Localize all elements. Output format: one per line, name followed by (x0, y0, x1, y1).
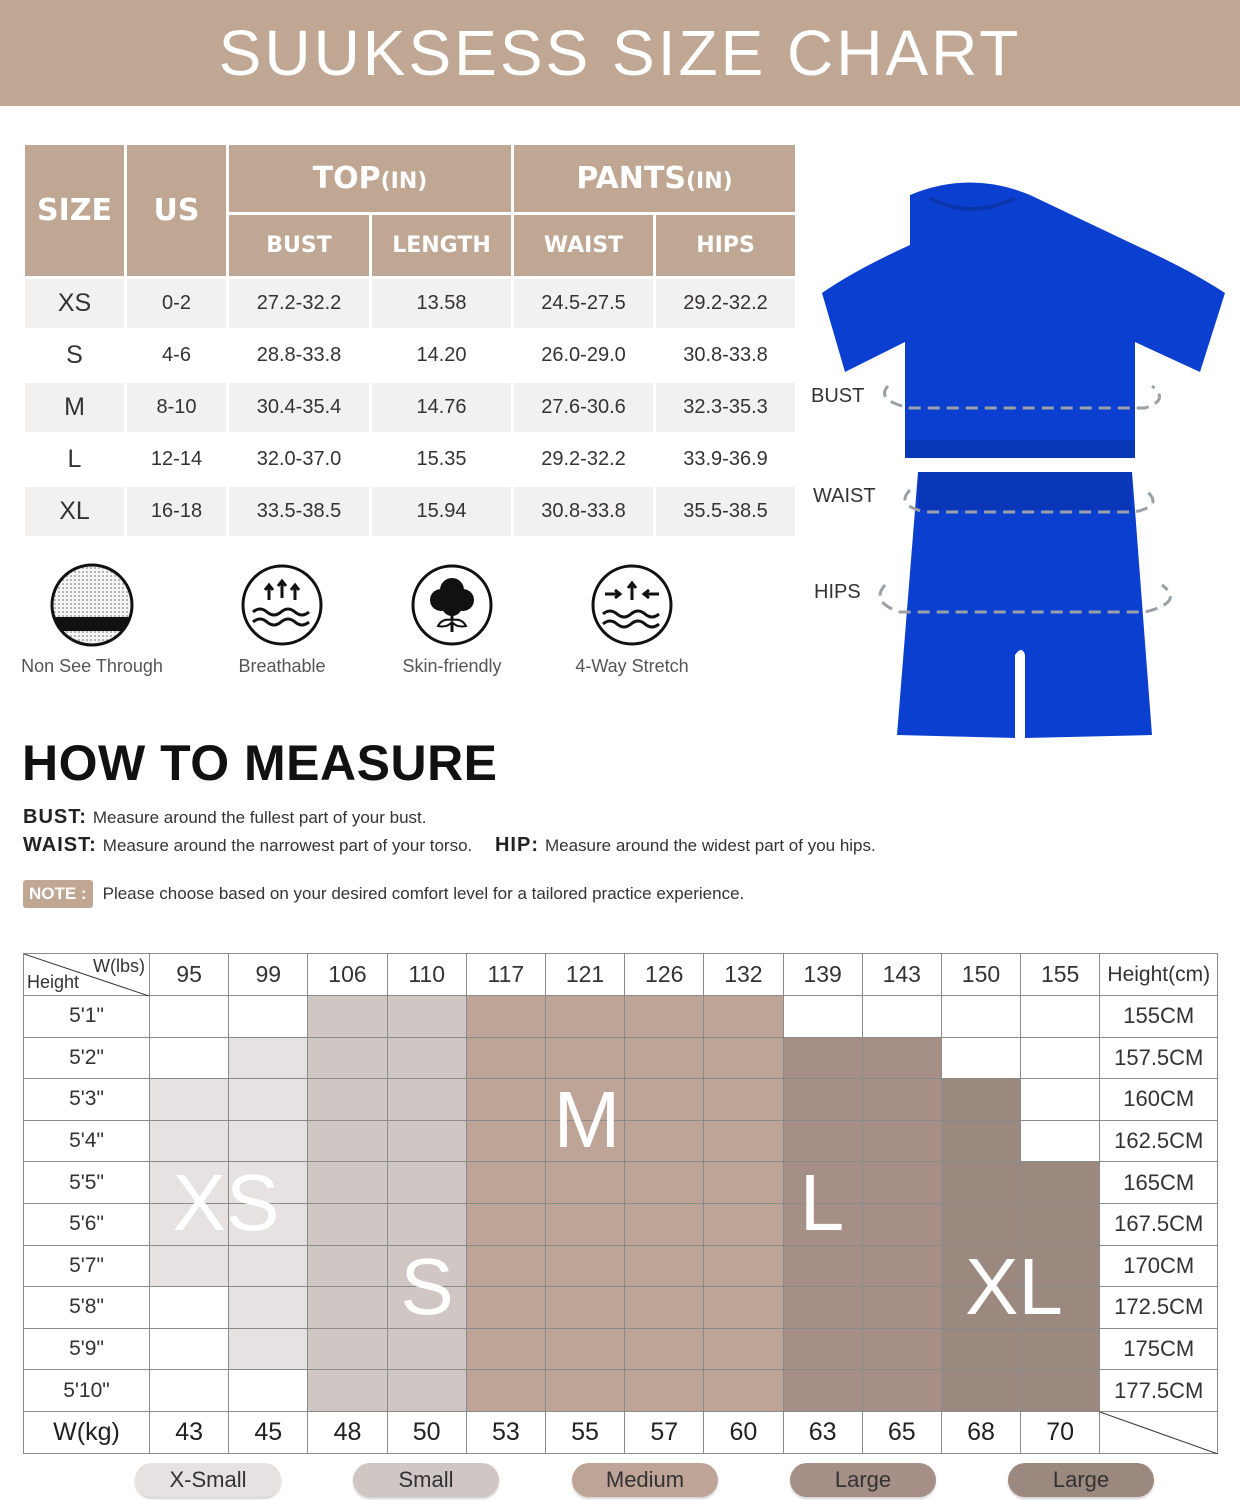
size-zone-cell (704, 1203, 783, 1245)
size-zone-cell (704, 1245, 783, 1287)
size-cell-waist: 26.0-29.0 (513, 330, 655, 382)
size-zone-cell (1021, 1162, 1100, 1204)
size-zone-cell (466, 1328, 545, 1370)
page-title: SUUKSESS SIZE CHART (218, 17, 1022, 89)
size-zone-cell (704, 1079, 783, 1121)
size-cell-waist: 29.2-32.2 (513, 434, 655, 486)
size-row (24, 434, 797, 486)
size-zone-cell (625, 1245, 704, 1287)
size-zone-cell (229, 1203, 308, 1245)
height-row (24, 1079, 1218, 1121)
note-badge: NOTE : (23, 880, 93, 908)
waist-header: WAIST (513, 214, 655, 278)
size-zone-cell (783, 1037, 862, 1079)
waist-key: WAIST: (23, 834, 97, 856)
size-zone-cell (150, 1370, 229, 1412)
weight-kg-cell: 57 (625, 1411, 704, 1453)
size-zone-cell (862, 1328, 941, 1370)
legend-item: X-Small (135, 1463, 281, 1497)
size-zone-cell (783, 1203, 862, 1245)
size-zone-cell (704, 1287, 783, 1329)
size-cell-length: 14.20 (371, 330, 513, 382)
size-cell-bust: 32.0-37.0 (228, 434, 371, 486)
size-cell-size: XL (24, 486, 126, 538)
top-header-unit: (IN) (380, 169, 428, 194)
size-zone-cell (783, 1120, 862, 1162)
size-zone-cell (229, 1328, 308, 1370)
feature-skin-friendly (372, 562, 532, 677)
size-zone-cell (387, 1037, 466, 1079)
size-zone-cell (387, 1370, 466, 1412)
weight-lbs-header: 106 (308, 954, 387, 996)
height-cm-cell: 170CM (1100, 1245, 1218, 1287)
size-zone-cell (229, 1120, 308, 1162)
weight-lbs-header: 95 (150, 954, 229, 996)
size-zone-cell (862, 1203, 941, 1245)
size-zone-cell (466, 1037, 545, 1079)
pants-header-unit: (IN) (685, 169, 733, 194)
weight-kg-label: W(kg) (24, 1411, 150, 1453)
zone-label-xl: XL (965, 1242, 1063, 1331)
size-cell-waist: 24.5-27.5 (513, 278, 655, 330)
size-zone-cell (150, 1037, 229, 1079)
size-zone-cell (150, 996, 229, 1038)
cotton-icon (409, 562, 495, 648)
size-cell-us: 12-14 (126, 434, 228, 486)
size-zone-cell (308, 1328, 387, 1370)
garment-illustration (800, 160, 1240, 750)
size-zone-cell (625, 1120, 704, 1162)
size-zone-cell (229, 1079, 308, 1121)
size-cell-waist: 30.8-33.8 (513, 486, 655, 538)
feature-breathable (202, 562, 362, 677)
size-zone-cell (387, 1287, 466, 1329)
size-cell-us: 8-10 (126, 382, 228, 434)
height-ft-cell: 5'9" (24, 1328, 150, 1370)
zone-label-xs: XS (172, 1158, 280, 1247)
weight-kg-cell: 43 (150, 1411, 229, 1453)
weight-lbs-header: 99 (229, 954, 308, 996)
size-zone-cell (466, 1120, 545, 1162)
top-header-label: TOP (312, 161, 381, 196)
height-ft-cell: 5'6" (24, 1203, 150, 1245)
size-zone-cell (704, 1120, 783, 1162)
feature-non-see-through (12, 562, 172, 677)
size-zone-cell (545, 1370, 624, 1412)
size-zone-cell (783, 996, 862, 1038)
weight-kg-row (24, 1411, 1218, 1453)
legend-item: Large (1008, 1463, 1154, 1497)
weight-kg-cell: 70 (1021, 1411, 1100, 1453)
crop-top-shape (822, 183, 1225, 459)
size-cell-size: M (24, 382, 126, 434)
size-table (22, 142, 798, 539)
size-cell-waist: 27.6-30.6 (513, 382, 655, 434)
size-cell-size: L (24, 434, 126, 486)
height-row (24, 1162, 1218, 1204)
size-zone-cell (229, 1287, 308, 1329)
height-weight-chart (23, 953, 1218, 1454)
airflow-arrows-icon (239, 562, 325, 648)
size-cell-hips: 32.3-35.3 (655, 382, 797, 434)
size-row (24, 382, 797, 434)
size-zone-cell (466, 1203, 545, 1245)
zone-label-m: M (553, 1075, 621, 1164)
height-label: Height (27, 972, 80, 992)
weight-kg-cell: 50 (387, 1411, 466, 1453)
corner-cell (24, 954, 150, 996)
size-zone-cell (862, 1162, 941, 1204)
size-zone-cell (466, 996, 545, 1038)
size-zone-cell (783, 1328, 862, 1370)
garment-drawing (800, 160, 1240, 750)
top-header (228, 144, 513, 214)
size-cell-hips: 33.9-36.9 (655, 434, 797, 486)
height-row (24, 1203, 1218, 1245)
size-zone-cell (704, 1328, 783, 1370)
size-zone-cell (545, 1079, 624, 1121)
pants-header (513, 144, 797, 214)
size-zone-cell (545, 1162, 624, 1204)
size-zone-cell (150, 1245, 229, 1287)
bust-label: BUST (811, 385, 865, 407)
size-zone-cell (545, 1245, 624, 1287)
size-zone-cell (862, 1120, 941, 1162)
weight-lbs-header: 143 (862, 954, 941, 996)
weight-lbs-header: 150 (941, 954, 1020, 996)
title-banner (0, 0, 1240, 106)
size-zone-cell (466, 1287, 545, 1329)
size-zone-cell (229, 996, 308, 1038)
size-zone-cell (625, 1328, 704, 1370)
note-text: Please choose based on your desired comfort level for a tailored practice experience. (102, 884, 745, 903)
bust-key: BUST: (23, 806, 87, 828)
weight-lbs-header: 117 (466, 954, 545, 996)
size-zone-cell (862, 1079, 941, 1121)
size-zone-cell (941, 1328, 1020, 1370)
size-zone-cell (941, 1037, 1020, 1079)
hips-header: HIPS (655, 214, 797, 278)
size-zone-cell (308, 1245, 387, 1287)
height-ft-cell: 5'4" (24, 1120, 150, 1162)
size-zone-cell (704, 1162, 783, 1204)
waist-text: Measure around the narrowest part of your torso. (102, 836, 473, 855)
size-zone-cell (625, 1037, 704, 1079)
length-header: LENGTH (371, 214, 513, 278)
weight-kg-cell: 63 (783, 1411, 862, 1453)
size-zone-cell (308, 1203, 387, 1245)
size-cell-bust: 28.8-33.8 (228, 330, 371, 382)
weight-kg-cell: 55 (545, 1411, 624, 1453)
feature-label: 4-Way Stretch (575, 656, 689, 676)
weight-kg-cell: 53 (466, 1411, 545, 1453)
size-row (24, 278, 797, 330)
height-row (24, 996, 1218, 1038)
height-row (24, 1245, 1218, 1287)
size-zone-cell (308, 1370, 387, 1412)
size-zone-cell (1021, 1370, 1100, 1412)
size-cell-size: XS (24, 278, 126, 330)
size-cell-length: 13.58 (371, 278, 513, 330)
height-cm-cell: 165CM (1100, 1162, 1218, 1204)
size-cell-bust: 33.5-38.5 (228, 486, 371, 538)
feature-label: Non See Through (21, 656, 163, 676)
weight-lbs-header: 139 (783, 954, 862, 996)
size-zone-cell (704, 996, 783, 1038)
weight-kg-cell: 45 (229, 1411, 308, 1453)
bust-instruction (23, 806, 426, 829)
size-zone-cell (308, 1079, 387, 1121)
size-zone-cell (545, 1328, 624, 1370)
size-zone-cell (1021, 1328, 1100, 1370)
height-ft-cell: 5'7" (24, 1245, 150, 1287)
height-row (24, 1287, 1218, 1329)
height-ft-cell: 5'5" (24, 1162, 150, 1204)
size-zone-cell (545, 1037, 624, 1079)
height-ft-cell: 5'10" (24, 1370, 150, 1412)
height-ft-cell: 5'8" (24, 1287, 150, 1329)
empty-corner-cell (1100, 1411, 1218, 1453)
weight-lbs-label: W(lbs) (93, 956, 145, 976)
size-zone-cell (941, 1162, 1020, 1204)
size-zone-cell (466, 1245, 545, 1287)
zone-label-l: L (799, 1158, 845, 1247)
size-zone-cell (150, 1203, 229, 1245)
height-cm-cell: 162.5CM (1100, 1120, 1218, 1162)
feature-label: Skin-friendly (402, 656, 502, 676)
size-zone-cell (229, 1037, 308, 1079)
size-zone-cell (150, 1079, 229, 1121)
size-zone-cell (783, 1162, 862, 1204)
bust-text: Measure around the fullest part of your bust. (92, 808, 427, 827)
height-row (24, 1328, 1218, 1370)
how-to-measure-title: HOW TO MEASURE (22, 735, 498, 791)
size-zone-cell (545, 1287, 624, 1329)
size-zone-cell (545, 996, 624, 1038)
pants-header-label: PANTS (576, 161, 686, 196)
size-zone-cell (466, 1162, 545, 1204)
size-zone-cell (466, 1370, 545, 1412)
height-row (24, 1370, 1218, 1412)
size-zone-cell (466, 1079, 545, 1121)
zone-label-s: S (400, 1242, 454, 1331)
size-zone-cell (1021, 996, 1100, 1038)
weight-kg-cell: 60 (704, 1411, 783, 1453)
size-zone-cell (625, 996, 704, 1038)
size-zone-cell (545, 1203, 624, 1245)
size-zone-cell (862, 996, 941, 1038)
size-zone-cell (862, 1370, 941, 1412)
height-row (24, 1120, 1218, 1162)
size-zone-cell (150, 1162, 229, 1204)
size-zone-cell (308, 1162, 387, 1204)
size-cell-us: 4-6 (126, 330, 228, 382)
legend-item: Large (790, 1463, 936, 1497)
size-zone-cell (625, 1203, 704, 1245)
size-cell-length: 15.94 (371, 486, 513, 538)
height-ft-cell: 5'3" (24, 1079, 150, 1121)
size-zone-cell (387, 1245, 466, 1287)
size-cell-us: 16-18 (126, 486, 228, 538)
mesh-fabric-icon (49, 562, 135, 648)
end-diagonal (1100, 1412, 1218, 1454)
legend-item: Medium (572, 1463, 718, 1497)
size-zone-cell (387, 1328, 466, 1370)
size-cell-hips: 30.8-33.8 (655, 330, 797, 382)
weight-lbs-header: 155 (1021, 954, 1100, 996)
note-line (23, 880, 744, 908)
feature-4-way-stretch (552, 562, 712, 677)
size-zone-cell (941, 1245, 1020, 1287)
size-zone-cell (308, 1287, 387, 1329)
bust-header: BUST (228, 214, 371, 278)
size-zone-cell (862, 1287, 941, 1329)
weight-lbs-header: 132 (704, 954, 783, 996)
stretch-arrows-icon (589, 562, 675, 648)
size-zone-cell (862, 1037, 941, 1079)
size-cell-bust: 30.4-35.4 (228, 382, 371, 434)
size-cell-bust: 27.2-32.2 (228, 278, 371, 330)
size-zone-cell (229, 1245, 308, 1287)
size-zone-cell (1021, 1120, 1100, 1162)
height-cm-cell: 155CM (1100, 996, 1218, 1038)
size-cell-length: 15.35 (371, 434, 513, 486)
size-row (24, 486, 797, 538)
size-cell-hips: 29.2-32.2 (655, 278, 797, 330)
size-zone-cell (625, 1287, 704, 1329)
size-zone-cell (625, 1370, 704, 1412)
size-header: SIZE (24, 144, 126, 278)
size-zone-cell (941, 1120, 1020, 1162)
size-zone-cell (941, 1370, 1020, 1412)
size-zone-cell (1021, 1245, 1100, 1287)
weight-lbs-header: 126 (625, 954, 704, 996)
height-cm-cell: 160CM (1100, 1079, 1218, 1121)
size-zone-cell (545, 1120, 624, 1162)
height-row (24, 1037, 1218, 1079)
hip-key: HIP: (494, 834, 539, 856)
size-zone-cell (941, 1287, 1020, 1329)
height-ft-cell: 5'1" (24, 996, 150, 1038)
size-zone-cell (387, 1203, 466, 1245)
size-zone-cell (704, 1370, 783, 1412)
size-zone-cell (862, 1245, 941, 1287)
height-cm-header: Height(cm) (1100, 954, 1218, 996)
waist-hip-instruction (23, 834, 876, 857)
size-zone-cell (625, 1079, 704, 1121)
size-zone-cell (308, 1037, 387, 1079)
size-zone-cell (150, 1120, 229, 1162)
weight-kg-cell: 68 (941, 1411, 1020, 1453)
size-zone-cell (783, 1287, 862, 1329)
size-zone-cell (783, 1079, 862, 1121)
size-zone-cell (387, 1120, 466, 1162)
size-zone-cell (783, 1370, 862, 1412)
size-zone-cell (150, 1287, 229, 1329)
size-cell-hips: 35.5-38.5 (655, 486, 797, 538)
height-cm-cell: 172.5CM (1100, 1287, 1218, 1329)
waist-label: WAIST (813, 485, 876, 507)
size-row (24, 330, 797, 382)
height-cm-cell: 167.5CM (1100, 1203, 1218, 1245)
size-zone-cell (1021, 1203, 1100, 1245)
us-header: US (126, 144, 228, 278)
weight-lbs-header: 121 (545, 954, 624, 996)
size-zone-cell (308, 996, 387, 1038)
size-zone-cell (941, 1203, 1020, 1245)
legend-item: Small (353, 1463, 499, 1497)
size-zone-cell (941, 1079, 1020, 1121)
hip-text: Measure around the widest part of you hips. (544, 836, 876, 855)
size-zone-cell (625, 1162, 704, 1204)
size-zone-cell (941, 996, 1020, 1038)
weight-lbs-header: 110 (387, 954, 466, 996)
size-zone-cell (1021, 1287, 1100, 1329)
size-cell-size: S (24, 330, 126, 382)
size-zone-cell (1021, 1037, 1100, 1079)
height-cm-cell: 175CM (1100, 1328, 1218, 1370)
size-zone-cell (229, 1162, 308, 1204)
size-zone-cell (783, 1245, 862, 1287)
size-zone-cell (387, 1162, 466, 1204)
height-ft-cell: 5'2" (24, 1037, 150, 1079)
size-cell-length: 14.76 (371, 382, 513, 434)
size-zone-cell (229, 1370, 308, 1412)
size-zone-cell (387, 996, 466, 1038)
size-cell-us: 0-2 (126, 278, 228, 330)
size-zone-cell (387, 1079, 466, 1121)
size-zone-cell (704, 1037, 783, 1079)
size-zone-cell (1021, 1079, 1100, 1121)
hips-label: HIPS (814, 581, 861, 603)
feature-label: Breathable (238, 656, 326, 676)
height-cm-cell: 157.5CM (1100, 1037, 1218, 1079)
size-zone-cell (150, 1328, 229, 1370)
size-zone-cell (308, 1120, 387, 1162)
height-cm-cell: 177.5CM (1100, 1370, 1218, 1412)
weight-kg-cell: 65 (862, 1411, 941, 1453)
weight-kg-cell: 48 (308, 1411, 387, 1453)
